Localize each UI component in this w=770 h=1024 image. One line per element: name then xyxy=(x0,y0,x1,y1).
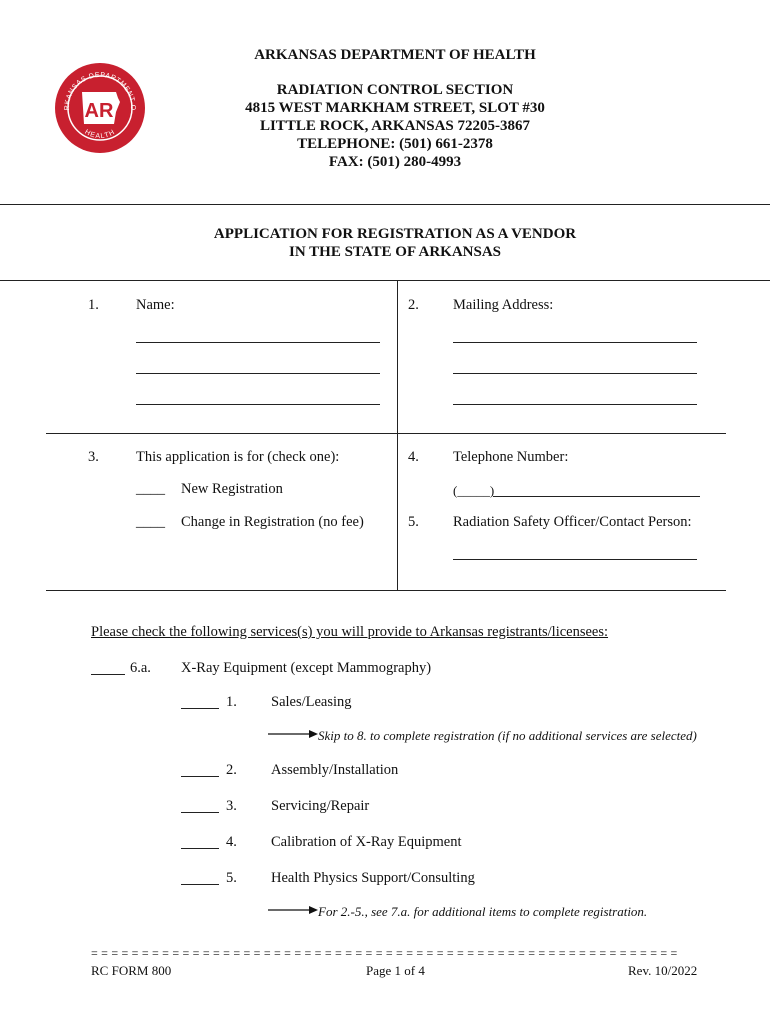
item-6a-number: 6.a. xyxy=(130,660,151,676)
item-5-number: 5. xyxy=(226,870,237,886)
column-divider xyxy=(397,280,398,590)
department-name: ARKANSAS DEPARTMENT OF HEALTH xyxy=(254,47,536,63)
q5-number: 5. xyxy=(408,514,419,530)
xray-equipment-label: X-Ray Equipment (except Mammography) xyxy=(181,660,432,676)
new-registration-label: New Registration xyxy=(181,481,283,497)
change-registration-label: Change in Registration (no fee) xyxy=(181,514,364,530)
arrow-right-icon xyxy=(268,902,318,912)
mailing-address-line3[interactable] xyxy=(453,388,697,405)
rso-contact-label: Radiation Safety Officer/Contact Person: xyxy=(453,514,692,530)
telephone-number-label: Telephone Number: xyxy=(453,449,569,465)
item-2-number: 2. xyxy=(226,762,237,778)
form-number: RC FORM 800 xyxy=(91,963,172,978)
name-field-line2[interactable] xyxy=(136,357,380,374)
q1-number: 1. xyxy=(88,297,99,313)
area-code-field[interactable]: (_____) xyxy=(453,483,495,498)
health-physics-label: Health Physics Support/Consulting xyxy=(271,870,475,886)
rso-contact-field[interactable] xyxy=(453,543,697,560)
xray-equipment-checkbox[interactable] xyxy=(91,660,125,675)
new-registration-checkbox[interactable]: ____ xyxy=(136,481,165,497)
mailing-address-line2[interactable] xyxy=(453,357,697,374)
name-field-line3[interactable] xyxy=(136,388,380,405)
additional-items-note: For 2.-5., see 7.a. for additional items to complete registration. xyxy=(318,904,648,919)
assembly-installation-label: Assembly/Installation xyxy=(271,762,399,778)
q3-number: 3. xyxy=(88,449,99,465)
name-label: Name: xyxy=(136,297,175,313)
sales-leasing-label: Sales/Leasing xyxy=(271,694,352,710)
assembly-installation-checkbox[interactable] xyxy=(181,762,219,777)
item-1-number: 1. xyxy=(226,694,237,710)
application-type-label: This application is for (check one): xyxy=(136,449,340,465)
arrow-right-icon xyxy=(268,726,318,736)
logo-top-text: RKANSAS DEPARTMENT O xyxy=(63,71,137,111)
q4-number: 4. xyxy=(408,449,419,465)
footer-separator: = = = = = = = = = = = = = = = = = = = = = = = = = = = = = = = = = = = = = = = = = = = = = = = = = = = = = = = = = = xyxy=(91,946,678,960)
page-number: Page 1 of 4 xyxy=(366,963,425,978)
telephone-number-field[interactable] xyxy=(493,480,700,497)
header-divider xyxy=(0,204,770,205)
services-instructions: Please check the following services(s) you will provide to Arkansas registrants/licensees: xyxy=(91,624,609,640)
logo-center-text: AR xyxy=(84,100,114,122)
item-4-number: 4. xyxy=(226,834,237,850)
section-divider xyxy=(46,590,726,591)
agency-seal-icon xyxy=(54,62,146,154)
title-divider xyxy=(0,280,770,281)
mailing-address-line1[interactable] xyxy=(453,326,697,343)
row-divider xyxy=(46,433,726,434)
mailing-address-label: Mailing Address: xyxy=(453,297,554,313)
calibration-checkbox[interactable] xyxy=(181,834,219,849)
skip-note: Skip to 8. to complete registration (if no additional services are selected) xyxy=(318,728,697,743)
servicing-repair-label: Servicing/Repair xyxy=(271,798,370,814)
telephone-line: TELEPHONE: (501) 661-2378 xyxy=(297,136,493,152)
health-physics-checkbox[interactable] xyxy=(181,870,219,885)
logo-bottom-text: HEALTH xyxy=(83,128,117,141)
form-title-line2: IN THE STATE OF ARKANSAS xyxy=(289,244,501,260)
agency-logo xyxy=(54,62,146,154)
name-field-line1[interactable] xyxy=(136,326,380,343)
form-title-line1: APPLICATION FOR REGISTRATION AS A VENDOR xyxy=(213,226,577,242)
sales-leasing-checkbox[interactable] xyxy=(181,694,219,709)
fax-line: FAX: (501) 280-4993 xyxy=(328,154,462,170)
section-name: RADIATION CONTROL SECTION xyxy=(276,82,514,98)
change-registration-checkbox[interactable]: ____ xyxy=(136,514,165,530)
item-3-number: 3. xyxy=(226,798,237,814)
street-address: 4815 WEST MARKHAM STREET, SLOT #30 xyxy=(245,100,545,116)
q2-number: 2. xyxy=(408,297,419,313)
calibration-label: Calibration of X-Ray Equipment xyxy=(271,834,462,850)
servicing-repair-checkbox[interactable] xyxy=(181,798,219,813)
city-address: LITTLE ROCK, ARKANSAS 72205-3867 xyxy=(259,118,531,134)
revision-date: Rev. 10/2022 xyxy=(628,963,698,978)
